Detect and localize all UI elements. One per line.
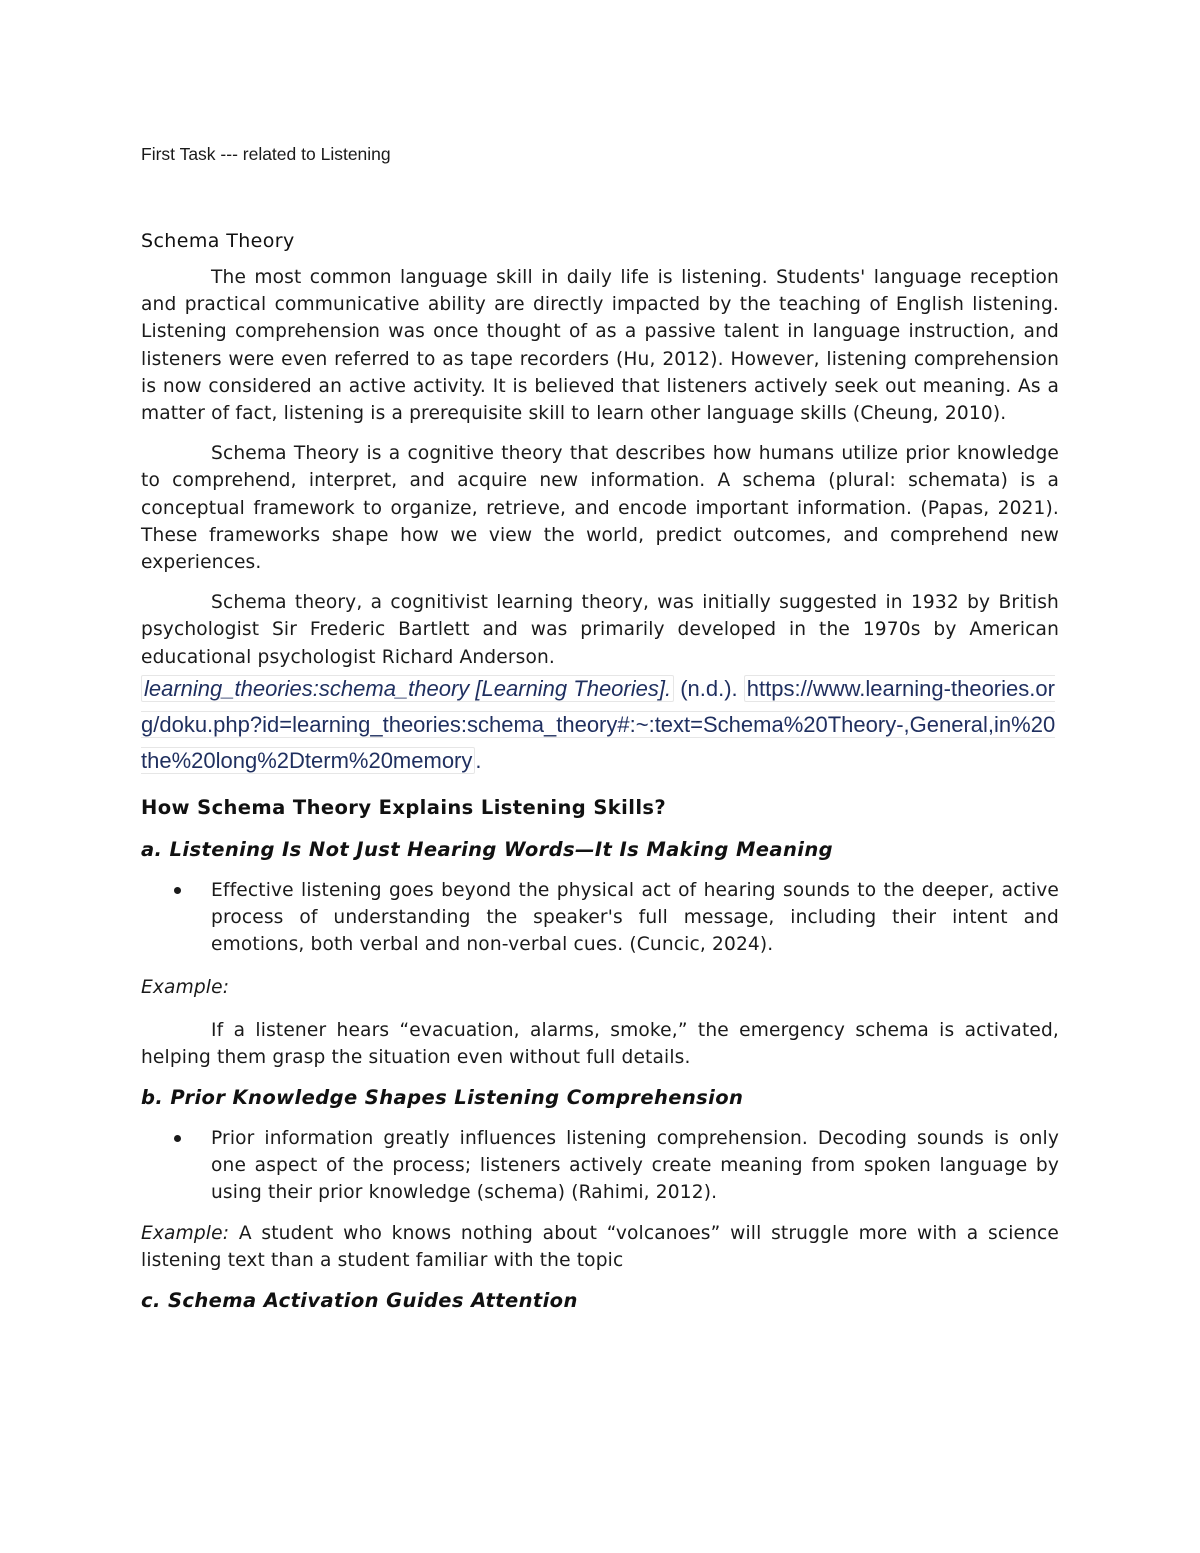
section-title: Schema Theory <box>141 230 295 252</box>
reference-title: learning_theories:schema_theory [Learning Theories]. <box>141 675 674 702</box>
list-item <box>141 1125 1059 1207</box>
section-b-heading: b. Prior Knowledge Shapes Listening Comprehension <box>141 1086 744 1110</box>
section-b-example-label: Example: <box>141 1222 230 1244</box>
section-c-heading: c. Schema Activation Guides Attention <box>141 1289 578 1313</box>
document-body <box>141 140 1059 1316</box>
list-item <box>141 877 1059 959</box>
section-b-bullet-text: Prior information greatly influences listening comprehension. Decoding sounds is only one aspect of the process; listeners actively create meaning from spoken language by using their prior knowledge (schema) (Rahimi, 2012). <box>211 1128 1059 1204</box>
section-b-example-text: A student who knows nothing about “volcanoes” will struggle more with a science listening text than a student familiar with the topic <box>141 1222 1059 1271</box>
section-b-bullets <box>141 1125 1059 1207</box>
section-a-bullets <box>141 877 1059 959</box>
section-a-example-text: If a listener hears “evacuation, alarms, smoke,” the emergency schema is activated, helping them grasp the situation even without full details. <box>141 1019 1059 1068</box>
section-b-example <box>141 1220 1059 1274</box>
section-a-heading: a. Listening Is Not Just Hearing Words—It Is Making Meaning <box>141 837 833 861</box>
reference-date: (n.d.). <box>674 675 744 701</box>
paragraph-intro: The most common language skill in daily life is listening. Students' language reception and practical communicative ability are directly impacted by the teaching of English listening. Listening comprehension was once thought of as a passive talent in language instruction, and listeners were even referred to as tape recorders (Hu, 2012). However, listening comprehension is now considered an active activity. It is believed that listeners actively seek out meaning. As a matter of fact, listening is a prerequisite skill to learn other language skills (Cheung, 2010). <box>141 267 1059 425</box>
section-a-bullet-text: Effective listening goes beyond the physical act of hearing sounds to the deeper, active process of understanding the speaker's full message, including their intent and emotions, both verbal and non-verbal cues. (Cuncic, 2024). <box>211 879 1059 956</box>
reference-end: . <box>475 747 482 773</box>
task-title: First Task --- related to Listening <box>141 144 391 164</box>
bullet-icon <box>174 887 181 894</box>
reference-citation <box>141 671 1059 779</box>
paragraph-schema-history: Schema theory, a cognitivist learning theory, was initially suggested in 1932 by British psychologist Sir Frederic Bartlett and was primarily developed in the 1970s by American educational psychologist Richard Anderson. <box>141 592 1059 668</box>
section-a-example-label: Example: <box>141 977 230 999</box>
reference-link[interactable]: https://www.learning-theories.org/doku.php?id=learning_theories:schema_theory#:~:text=Schema%20Theory-,General,in%20the%20long%2Dterm%20memory <box>141 675 1056 773</box>
bullet-icon <box>174 1135 181 1142</box>
paragraph-schema-definition: Schema Theory is a cognitive theory that describes how humans utilize prior knowledge to comprehend, interpret, and acquire new information. A schema (plural: schemata) is a conceptual framework to organize, retrieve, and encode important information. (Papas, 2021). These frameworks shape how we view the world, predict outcomes, and comprehend new experiences. <box>141 443 1059 574</box>
how-heading: How Schema Theory Explains Listening Skills? <box>141 795 667 819</box>
